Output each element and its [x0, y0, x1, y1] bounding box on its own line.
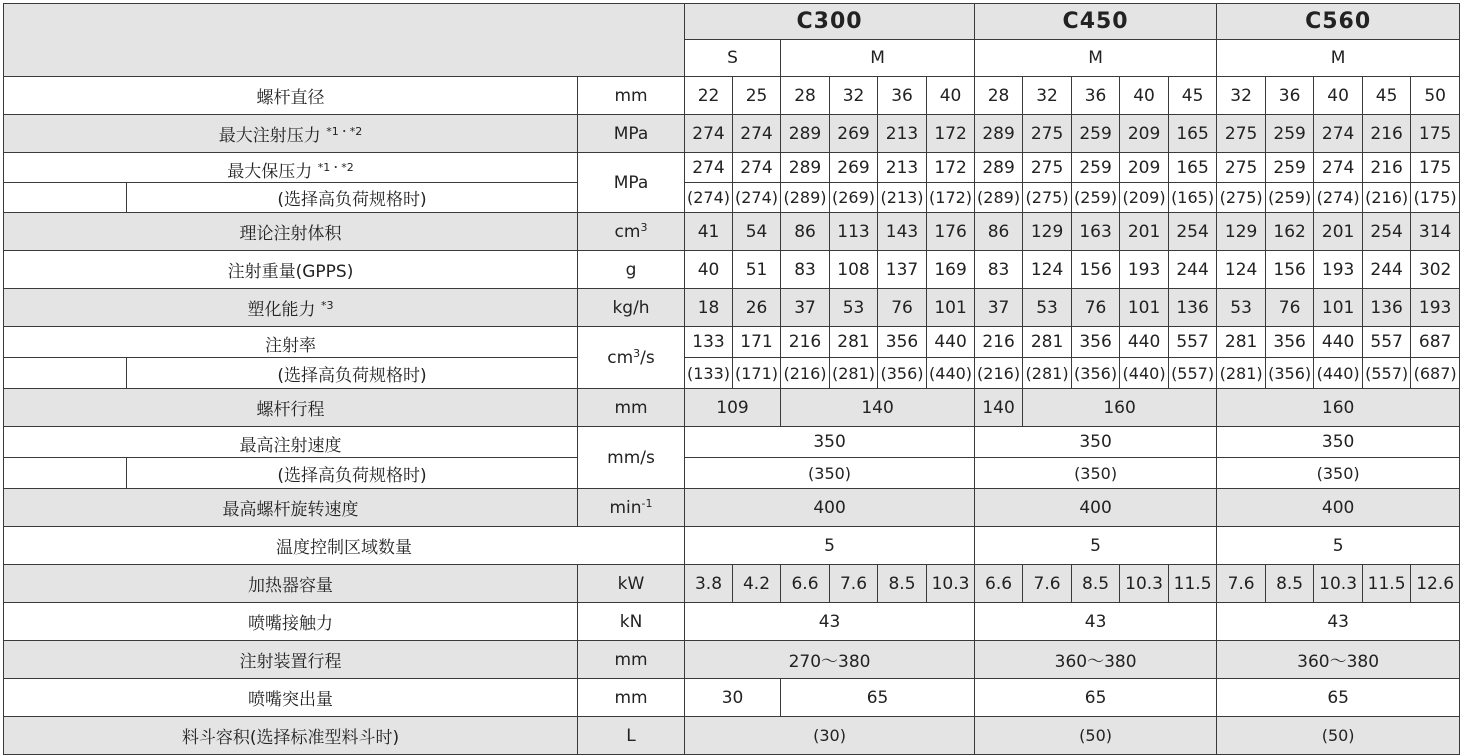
- spec-table: [3, 3, 1460, 755]
- value-cell: (687): [1411, 358, 1460, 389]
- value-cell: 136: [1363, 289, 1411, 327]
- row-theoretical-volume: [4, 213, 1460, 251]
- value-cell: 400: [685, 489, 975, 527]
- row-unit: [578, 327, 685, 389]
- value-cell: 175: [1411, 153, 1460, 183]
- unit-base: min: [609, 497, 642, 518]
- value-cell: 76: [878, 289, 927, 327]
- row-note: *3: [320, 299, 334, 312]
- value-cell: 193: [1314, 251, 1363, 289]
- value-cell: 172: [927, 115, 975, 153]
- value-cell: 281: [830, 327, 878, 358]
- value-cell: 165: [1169, 115, 1217, 153]
- value-cell: (281): [830, 358, 878, 389]
- value-cell: 440: [1120, 327, 1169, 358]
- row-unit: g: [578, 251, 685, 289]
- value-cell: 10.3: [1120, 565, 1169, 603]
- value-cell: 40: [685, 251, 733, 289]
- value-cell: 65: [1217, 679, 1460, 717]
- value-cell: 275: [1023, 115, 1072, 153]
- row-screw-diameter: [4, 77, 1460, 115]
- row-unit: mm: [578, 679, 685, 717]
- value-cell: 11.5: [1169, 565, 1217, 603]
- value-cell: 259: [1072, 115, 1120, 153]
- row-label: 最高螺杆旋转速度: [4, 489, 578, 527]
- unit-sup: 3: [633, 346, 641, 360]
- row-unit: mm/s: [578, 427, 685, 489]
- value-cell: 41: [685, 213, 733, 251]
- row-unit: mm: [578, 389, 685, 427]
- value-cell: 86: [781, 213, 830, 251]
- row-nozzle-protrusion: [4, 679, 1460, 717]
- header-corner: [4, 4, 685, 77]
- value-cell: (356): [1072, 358, 1120, 389]
- value-cell: 350: [1217, 427, 1460, 458]
- row-label: [4, 115, 578, 153]
- value-cell: (356): [1266, 358, 1314, 389]
- value-cell: 143: [878, 213, 927, 251]
- value-cell: (275): [1217, 183, 1266, 213]
- value-cell: 51: [733, 251, 781, 289]
- value-cell: 129: [1217, 213, 1266, 251]
- value-cell: 25: [733, 77, 781, 115]
- sub-indent: [4, 358, 127, 389]
- screw-type-c450-m: M: [975, 40, 1217, 77]
- value-cell: 37: [975, 289, 1023, 327]
- row-label-text: 塑化能力: [247, 300, 316, 320]
- value-cell: 8.5: [878, 565, 927, 603]
- value-cell: 8.5: [1072, 565, 1120, 603]
- value-cell: (274): [733, 183, 781, 213]
- value-cell: 129: [1023, 213, 1072, 251]
- value-cell: 53: [1217, 289, 1266, 327]
- value-cell: (557): [1169, 358, 1217, 389]
- value-cell: 281: [1023, 327, 1072, 358]
- value-cell: 289: [975, 115, 1023, 153]
- value-cell: 314: [1411, 213, 1460, 251]
- value-cell: 8.5: [1266, 565, 1314, 603]
- value-cell: 4.2: [733, 565, 781, 603]
- row-unit: MPa: [578, 153, 685, 213]
- value-cell: 83: [975, 251, 1023, 289]
- value-cell: 687: [1411, 327, 1460, 358]
- value-cell: 275: [1023, 153, 1072, 183]
- sub-label-high-load: (选择高负荷规格时): [127, 458, 578, 489]
- value-cell: 274: [685, 153, 733, 183]
- value-cell: (216): [975, 358, 1023, 389]
- value-cell: 30: [685, 679, 781, 717]
- value-cell: 7.6: [830, 565, 878, 603]
- row-label-text: 最大注射压力: [218, 126, 321, 146]
- value-cell: (281): [1023, 358, 1072, 389]
- row-unit: L: [578, 717, 685, 755]
- row-plasticizing-capacity: [4, 289, 1460, 327]
- value-cell: 201: [1314, 213, 1363, 251]
- value-cell: 216: [1363, 115, 1411, 153]
- value-cell: 26: [733, 289, 781, 327]
- value-cell: 3.8: [685, 565, 733, 603]
- value-cell: 201: [1120, 213, 1169, 251]
- row-label: 螺杆行程: [4, 389, 578, 427]
- row-shot-weight: [4, 251, 1460, 289]
- value-cell: 165: [1169, 153, 1217, 183]
- value-cell: 350: [975, 427, 1217, 458]
- value-cell: 28: [975, 77, 1023, 115]
- value-cell: 557: [1169, 327, 1217, 358]
- value-cell: 22: [685, 77, 733, 115]
- row-note: *1・*2: [326, 125, 363, 138]
- value-cell: 356: [1072, 327, 1120, 358]
- row-heater-capacity: [4, 565, 1460, 603]
- value-cell: (274): [1314, 183, 1363, 213]
- value-cell: 86: [975, 213, 1023, 251]
- value-cell: 274: [733, 115, 781, 153]
- value-cell: 216: [1363, 153, 1411, 183]
- row-label: 螺杆直径: [4, 77, 578, 115]
- value-cell: 7.6: [1217, 565, 1266, 603]
- model-c300: C300: [685, 4, 975, 40]
- value-cell: 160: [1217, 389, 1460, 427]
- value-cell: 5: [685, 527, 975, 565]
- sub-label-high-load: (选择高负荷规格时): [127, 183, 578, 213]
- row-label: 温度控制区域数量: [4, 527, 685, 565]
- value-cell: 275: [1217, 115, 1266, 153]
- value-cell: (289): [781, 183, 830, 213]
- value-cell: (269): [830, 183, 878, 213]
- row-unit: [578, 213, 685, 251]
- value-cell: (440): [927, 358, 975, 389]
- value-cell: 43: [1217, 603, 1460, 641]
- value-cell: 18: [685, 289, 733, 327]
- value-cell: 83: [781, 251, 830, 289]
- row-label: 喷嘴突出量: [4, 679, 578, 717]
- value-cell: 109: [685, 389, 781, 427]
- row-nozzle-force: [4, 603, 1460, 641]
- row-note: *1・*2: [317, 161, 354, 174]
- value-cell: 274: [685, 115, 733, 153]
- value-cell: 169: [927, 251, 975, 289]
- value-cell: (259): [1072, 183, 1120, 213]
- value-cell: 43: [975, 603, 1217, 641]
- value-cell: 289: [781, 115, 830, 153]
- row-unit: MPa: [578, 115, 685, 153]
- value-cell: 160: [1023, 389, 1217, 427]
- value-cell: (213): [878, 183, 927, 213]
- model-c560: C560: [1217, 4, 1460, 40]
- value-cell: 113: [830, 213, 878, 251]
- value-cell: 12.6: [1411, 565, 1460, 603]
- row-label: 注射重量(GPPS): [4, 251, 578, 289]
- value-cell: 193: [1411, 289, 1460, 327]
- value-cell: 274: [1314, 153, 1363, 183]
- value-cell: 45: [1169, 77, 1217, 115]
- value-cell: 101: [1120, 289, 1169, 327]
- value-cell: 274: [1314, 115, 1363, 153]
- value-cell: 6.6: [781, 565, 830, 603]
- value-cell: 76: [1072, 289, 1120, 327]
- value-cell: (133): [685, 358, 733, 389]
- value-cell: 350: [685, 427, 975, 458]
- screw-type-c300-s: S: [685, 40, 781, 77]
- value-cell: 213: [878, 153, 927, 183]
- row-label: 料斗容积(选择标准型料斗时): [4, 717, 578, 755]
- value-cell: 6.6: [975, 565, 1023, 603]
- row-max-holding-pressure-high-load: [4, 183, 1460, 213]
- value-cell: 213: [878, 115, 927, 153]
- row-label: 注射装置行程: [4, 641, 578, 679]
- value-cell: 54: [733, 213, 781, 251]
- row-label: 理论注射体积: [4, 213, 578, 251]
- value-cell: 259: [1266, 153, 1314, 183]
- value-cell: 40: [1314, 77, 1363, 115]
- value-cell: 281: [1217, 327, 1266, 358]
- value-cell: 360〜380: [1217, 641, 1460, 679]
- row-temp-zones: [4, 527, 1460, 565]
- value-cell: 133: [685, 327, 733, 358]
- value-cell: 440: [1314, 327, 1363, 358]
- row-unit-stroke: [4, 641, 1460, 679]
- value-cell: 10.3: [927, 565, 975, 603]
- screw-type-c560-m: M: [1217, 40, 1460, 77]
- value-cell: 275: [1217, 153, 1266, 183]
- value-cell: 172: [927, 153, 975, 183]
- value-cell: 65: [781, 679, 975, 717]
- value-cell: 269: [830, 153, 878, 183]
- value-cell: 400: [975, 489, 1217, 527]
- value-cell: (259): [1266, 183, 1314, 213]
- unit-sup: 3: [640, 220, 648, 234]
- row-max-screw-speed: [4, 489, 1460, 527]
- value-cell: 32: [1023, 77, 1072, 115]
- value-cell: 76: [1266, 289, 1314, 327]
- value-cell: 36: [1266, 77, 1314, 115]
- value-cell: (216): [1363, 183, 1411, 213]
- value-cell: 45: [1363, 77, 1411, 115]
- value-cell: 43: [685, 603, 975, 641]
- value-cell: 65: [975, 679, 1217, 717]
- value-cell: 40: [927, 77, 975, 115]
- row-label-text: 最大保压力: [227, 162, 313, 182]
- value-cell: 136: [1169, 289, 1217, 327]
- unit-sup: -1: [641, 496, 653, 510]
- value-cell: 400: [1217, 489, 1460, 527]
- value-cell: 137: [878, 251, 927, 289]
- value-cell: 259: [1266, 115, 1314, 153]
- value-cell: 37: [781, 289, 830, 327]
- row-max-injection-pressure: [4, 115, 1460, 153]
- value-cell: 5: [1217, 527, 1460, 565]
- row-unit: mm: [578, 77, 685, 115]
- value-cell: 124: [1217, 251, 1266, 289]
- row-label: [4, 153, 578, 183]
- value-cell: (440): [1314, 358, 1363, 389]
- value-cell: 5: [975, 527, 1217, 565]
- value-cell: 36: [878, 77, 927, 115]
- value-cell: (172): [927, 183, 975, 213]
- value-cell: 28: [781, 77, 830, 115]
- value-cell: (209): [1120, 183, 1169, 213]
- row-unit: [578, 489, 685, 527]
- unit-base: cm: [607, 347, 634, 368]
- row-hopper-volume: [4, 717, 1460, 755]
- value-cell: 162: [1266, 213, 1314, 251]
- value-cell: (50): [1217, 717, 1460, 755]
- value-cell: 440: [927, 327, 975, 358]
- value-cell: 244: [1363, 251, 1411, 289]
- row-unit: kg/h: [578, 289, 685, 327]
- value-cell: 216: [781, 327, 830, 358]
- row-label: [4, 289, 578, 327]
- row-label: 喷嘴接触力: [4, 603, 578, 641]
- value-cell: 289: [975, 153, 1023, 183]
- value-cell: 163: [1072, 213, 1120, 251]
- screw-type-c300-m: M: [781, 40, 975, 77]
- value-cell: 7.6: [1023, 565, 1072, 603]
- value-cell: 244: [1169, 251, 1217, 289]
- value-cell: (165): [1169, 183, 1217, 213]
- value-cell: 32: [830, 77, 878, 115]
- value-cell: 274: [733, 153, 781, 183]
- value-cell: 53: [1023, 289, 1072, 327]
- value-cell: 356: [1266, 327, 1314, 358]
- value-cell: 32: [1217, 77, 1266, 115]
- value-cell: 36: [1072, 77, 1120, 115]
- value-cell: (350): [685, 458, 975, 489]
- value-cell: 254: [1363, 213, 1411, 251]
- model-c450: C450: [975, 4, 1217, 40]
- value-cell: 11.5: [1363, 565, 1411, 603]
- value-cell: (350): [975, 458, 1217, 489]
- value-cell: 557: [1363, 327, 1411, 358]
- value-cell: 216: [975, 327, 1023, 358]
- row-label: 加热器容量: [4, 565, 578, 603]
- row-max-injection-speed: [4, 427, 1460, 458]
- value-cell: 175: [1411, 115, 1460, 153]
- value-cell: (557): [1363, 358, 1411, 389]
- value-cell: (216): [781, 358, 830, 389]
- value-cell: 50: [1411, 77, 1460, 115]
- value-cell: (281): [1217, 358, 1266, 389]
- row-injection-rate-high-load: [4, 358, 1460, 389]
- value-cell: 140: [781, 389, 975, 427]
- row-label: 注射率: [4, 327, 578, 358]
- value-cell: (289): [975, 183, 1023, 213]
- unit-base: cm: [614, 221, 641, 242]
- value-cell: 209: [1120, 115, 1169, 153]
- value-cell: (50): [975, 717, 1217, 755]
- row-unit: mm: [578, 641, 685, 679]
- header-row-models: [4, 4, 1460, 40]
- value-cell: 302: [1411, 251, 1460, 289]
- sub-indent: [4, 183, 127, 213]
- row-max-injection-speed-high-load: [4, 458, 1460, 489]
- value-cell: 360〜380: [975, 641, 1217, 679]
- value-cell: 124: [1023, 251, 1072, 289]
- value-cell: 254: [1169, 213, 1217, 251]
- value-cell: 108: [830, 251, 878, 289]
- value-cell: 40: [1120, 77, 1169, 115]
- sub-indent: [4, 458, 127, 489]
- value-cell: 270〜380: [685, 641, 975, 679]
- value-cell: (30): [685, 717, 975, 755]
- value-cell: (275): [1023, 183, 1072, 213]
- sub-label-high-load: (选择高负荷规格时): [127, 358, 578, 389]
- value-cell: (350): [1217, 458, 1460, 489]
- row-unit: kN: [578, 603, 685, 641]
- value-cell: 356: [878, 327, 927, 358]
- value-cell: 176: [927, 213, 975, 251]
- row-injection-rate: [4, 327, 1460, 358]
- unit-suffix: /s: [640, 347, 655, 368]
- value-cell: 259: [1072, 153, 1120, 183]
- row-screw-stroke: [4, 389, 1460, 427]
- value-cell: 101: [927, 289, 975, 327]
- row-label: 最高注射速度: [4, 427, 578, 458]
- value-cell: 171: [733, 327, 781, 358]
- value-cell: (356): [878, 358, 927, 389]
- row-max-holding-pressure: [4, 153, 1460, 183]
- row-unit: kW: [578, 565, 685, 603]
- value-cell: 269: [830, 115, 878, 153]
- value-cell: 140: [975, 389, 1023, 427]
- value-cell: (274): [685, 183, 733, 213]
- value-cell: 193: [1120, 251, 1169, 289]
- value-cell: 53: [830, 289, 878, 327]
- value-cell: 209: [1120, 153, 1169, 183]
- value-cell: 156: [1072, 251, 1120, 289]
- value-cell: (440): [1120, 358, 1169, 389]
- value-cell: (175): [1411, 183, 1460, 213]
- value-cell: 10.3: [1314, 565, 1363, 603]
- value-cell: 101: [1314, 289, 1363, 327]
- value-cell: 289: [781, 153, 830, 183]
- value-cell: (171): [733, 358, 781, 389]
- value-cell: 156: [1266, 251, 1314, 289]
